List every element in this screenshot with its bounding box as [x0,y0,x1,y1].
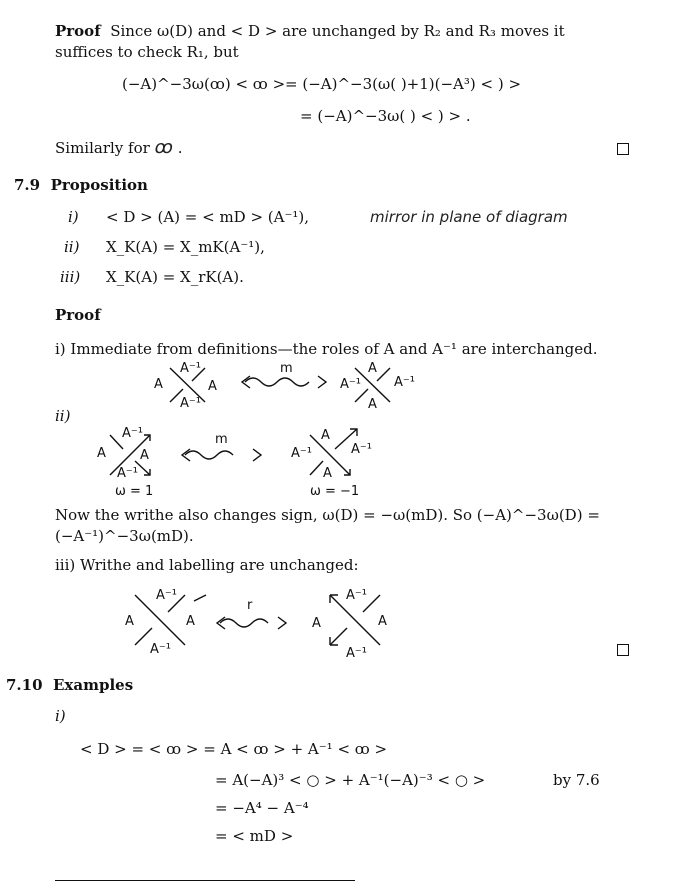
label-A: A [312,616,321,631]
label-Ainv: A⁻¹ [394,375,415,390]
label-Ainv: A⁻¹ [150,642,171,657]
label-Ainv: A⁻¹ [122,426,143,441]
proposition-item-text: < D > (A) = < mD > (A⁻¹), [106,208,310,226]
label-Ainv: A⁻¹ [180,361,201,376]
equation-line1-rhs: = (−A)^−3(ω( )+1)(−A³) < ) > [285,75,522,93]
qed-box [617,143,629,155]
label-A: A [97,446,106,461]
footnote-rule [55,880,355,881]
proposition-item-text: X_K(A) = X_mK(A⁻¹), [106,238,265,256]
label-A: A [186,614,195,629]
label-A: A [368,397,377,412]
proof-text-line1: Since ω(D) and < D > are unchanged by R₂ and R₃ moves it [110,22,565,40]
label-Ainv: A⁻¹ [180,396,201,411]
label-m: m [280,361,293,376]
crossing-diagram-ii [95,425,425,500]
label-Ainv: A⁻¹ [346,588,367,603]
examples-item-label: i) [55,707,66,725]
label-A: A [208,379,217,394]
examples-title: Examples [53,676,134,694]
example-line1: < D > = < ꝏ > = A < ꝏ > + A⁻¹ < ꝏ > [80,740,388,758]
example-reference: by 7.6 [553,771,600,789]
label-m: m [215,432,228,447]
proof-part-iii: iii) Writhe and labelling are unchanged: [55,556,359,574]
similarly-symbol: ꝏ [154,137,173,158]
proof-label: Proof [55,22,101,40]
similarly-text: Similarly for [55,139,150,157]
proof-label: Proof [55,306,101,324]
label-Ainv: A⁻¹ [291,446,312,461]
writhe-right: ω = −1 [310,484,360,499]
proposition-item-text: X_K(A) = X_rK(A). [106,268,244,286]
similarly-dot: . [177,139,183,157]
qed-box [617,644,629,656]
example-line2: = A(−A)³ < ○ > + A⁻¹(−A)⁻³ < ○ > [215,771,486,789]
handwritten-note: mirror in plane of diagram [370,208,568,226]
proof-text-line2: suffices to check R₁, but [55,43,239,61]
label-Ainv: A⁻¹ [340,377,361,392]
label-A: A [125,614,134,629]
proof-part-i: i) Immediate from definitions—the roles of A and A⁻¹ are interchanged. [55,340,598,358]
label-A: A [378,614,387,629]
label-Ainv: A⁻¹ [351,442,372,457]
examples-number: 7.10 [6,676,43,694]
label-A: A [154,377,163,392]
label-A: A [140,448,149,463]
now-text-line2: (−A⁻¹)^−3ω(mD). [55,527,194,545]
writhe-left: ω = 1 [115,484,154,499]
equation-line1-lhs: (−A)^−3ω(ꝏ) < ꝏ > [122,75,286,93]
example-line3: = −A⁴ − A⁻⁴ [215,799,309,817]
label-Ainv: A⁻¹ [156,588,177,603]
label-A: A [368,361,377,376]
proposition-item-num: iii) [60,268,81,286]
label-Ainv: A⁻¹ [117,466,138,481]
proposition-number: 7.9 [14,176,41,194]
label-r: r [247,598,253,613]
proposition-title: Proposition [50,176,148,194]
label-Ainv: A⁻¹ [346,646,367,661]
proposition-item-num: i) [68,208,79,226]
now-text-line1: Now the writhe also changes sign, ω(D) = −ω(mD). So (−A)^−3ω(D) = [55,506,600,524]
proposition-item-num: ii) [64,238,80,256]
example-line4: = < mD > [215,827,294,845]
crossing-diagram-i [150,360,450,410]
label-A: A [323,466,332,481]
equation-line2: = (−A)^−3ω( ) < ) > . [300,107,471,125]
label-A: A [321,428,330,443]
proof-part-ii-label: ii) [55,407,71,425]
crossing-diagram-iii [120,585,420,660]
